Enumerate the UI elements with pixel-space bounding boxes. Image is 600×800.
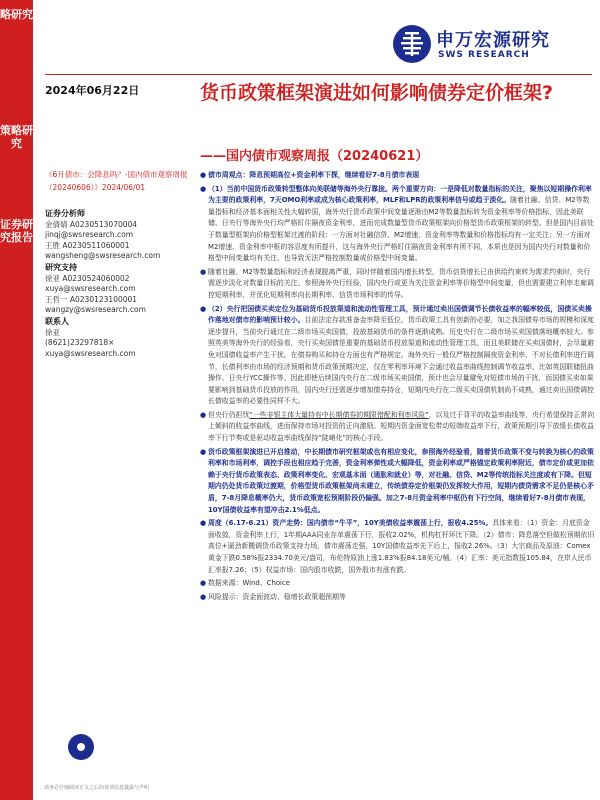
data-source-text: 数据来源：Wind、Choice [208, 579, 290, 588]
assistants-heading: 研究支持 [45, 262, 77, 272]
bullet-icon: ● [200, 267, 207, 276]
bullet-icon: ● [200, 592, 207, 601]
assistant-line: 王哲一 A0230123100001 [45, 294, 138, 304]
report-body [200, 170, 595, 605]
bullet-icon: ● [200, 410, 207, 419]
assistant-line: 徐亚 A0230524060002 [45, 273, 130, 283]
paragraph-3-bold: （2）央行把国债买卖定位为基础货币投放渠道和流动性管理工具，预计通过卖出国债调节长债收益率的幅率较低，国债买卖操作落地对债市的影响预计较小。 [208, 304, 592, 325]
paragraph-3-text: 目前法定存款准备金率降至低位，货币政策工具有创新的必要，加之我国债券市场的规模和深度逐步提升，当前央行通过在二级市场买卖国债，投放基础货币的条件逐渐成熟。历史央行在二级市场买卖国债落地概率较大。参照英美等海外央行的经验看，央行买卖国债是重要的基础货币投放渠道和流动性管理工具，而且美联储在买卖国债时，会尽量避免对国债收益率产生干扰，在债券购买和持仓方面也有严格规定。海外央行一般仅严格控制隔夜资金利率，不对长债利率进行调节，长债利率由市场的经济预期和货币政策预期决定，仅在零利率环境下会通过收益率曲线控制调节收益率，比如英国联储扭曲操作、日央行YCC操作等。因此即使后续国内央行在二级市场买卖国债，预计也会尽量避免对短债市场的干扰，而国债买卖如果要影响到基础货币投放的作用，国内央行还需逐步增加债券持仓，短期内央行在二级买卖国债机制尚不成熟，通过卖出国债调控长债收益率的必要性同样不大。 [208, 316, 594, 406]
analysts-heading: 证券分析师 [45, 209, 85, 218]
analyst-email[interactable]: wangsheng@swsresearch.com [45, 251, 161, 261]
contact-name: 徐亚 [45, 327, 60, 337]
lead-text: 债市周观点：降息预期高位+资金利率下探，继续看好7-8月债市表现 [208, 171, 420, 179]
contact-heading: 联系人 [45, 316, 69, 326]
paragraph-4-post: ，以及过于背平的收益率曲线等，央行希望保持正常向上倾斜的收益率曲线，进而保持市场对投资的正向激励。短期内资金面宽松带动短端收益率下行，政策预期引导下放缓长债收益率下行节奏或是驱动收益率曲线保持“陡峭化”的核心手段。 [208, 410, 595, 443]
paragraph-4-pre: 但央行仍担忧 [208, 410, 250, 419]
bullet-icon: ● [200, 184, 207, 193]
header-divider [45, 74, 592, 75]
side-band-strategy-label: 策略研究 [0, 124, 33, 150]
report-title: 货币政策框架演进如何影响债券定价框架? [200, 82, 554, 104]
contact-email[interactable]: xuya@swsresearch.com [45, 348, 136, 358]
analyst-line: 金倩婧 A0230513070004 [45, 219, 138, 229]
report-subtitle: ——国内债市观察周报（20240621） [200, 149, 429, 164]
assistant-email[interactable]: xuya@swsresearch.com [45, 284, 136, 294]
side-band [0, 0, 33, 800]
paragraph-3 [200, 304, 595, 408]
bullet-icon: ● [200, 447, 207, 456]
risk-note-text: 风险提示：资金面波动、稳增长政策超预期等 [208, 592, 346, 601]
bullet-icon: ● [200, 304, 207, 313]
bullet-icon: ● [200, 171, 207, 179]
paragraph-5-bold: 货币政策框架演进已开启推动，中长期债市研究框架或也有相应变化，参照海外经验看，随着货币政策不变与转换为核心的政策利率和市场利率，调控手段也相应趋于完善，资金利率弹性或大幅降低，资金利率或严格锚定政策利率附近，债市定价或更加依赖于央行货币政策表态、政策利率变化、宏观基本面（通胀和就业）等，对社融、信贷、M2等传统指标关注度或有下降。但短期内仍处货币政策过渡期，价格型货币政策框架尚未建立，传统债券定价框架仍发挥较大作用，短期内债贷需求不足仍是核心矛盾，7-8月降息概率仍大，货币政策宽松预期阶段仍偏强。加之7-8月资金利率中枢仍有下行空间，继续看好7-8月债市表现，10Y国债收益率有望冲击2.1%低点。 [208, 447, 594, 514]
logo-text-cn: 申万宏源研究 [436, 30, 550, 51]
paragraph-4-quote: “一些非银主体大量持有中长期债券的期限错配和利率风险” [249, 410, 429, 419]
paragraph-1-text: 随着社融、信贷、M2等数量指标和经济基本面相关性大幅转弱，海外央行货币政策中间变量逐渐由M2等数量指标转为资金利率等价格指标，因此美联储、日央行等海外央行均严格盯住隔夜资金利率，进而完成数量型货币政策框架向价格型货币政策框架的转型。但是国内目前处于数量型框架向价格型框架过渡的阶段：一方面对社融信贷、M2增速、资金利率等数量和价格指标均有一定关注；另一方面对M2增速、资金利率中枢的容忍度有所提升，这与海外央行严格盯住隔夜资金利率有所不同，本质也是因为国内央行对数量和价格型中间变量均有关注，也导致无法严格控制数量或价格型中间变量。 [208, 196, 594, 263]
data-source [200, 578, 595, 590]
side-band-report-label: 证券研究报告 [0, 218, 33, 244]
bullet-icon: ● [200, 519, 207, 528]
paragraph-6-bold: 周度（6.17-6.21）资产走势：国内债市“牛平”，10Y美债收益率震荡上行，报收4.25%。 [208, 519, 493, 528]
paragraph-2-text: 随着社融、M2等数量指标和经济表现脱离严重，同时伴随着国内增长转型，货币信贷增长已由供给约束转为需求约束时，央行需逐步淡化对数量目标的关注。参照海外央行经验，国内央行或更为关注资金利率等价格型中间变量，但也需要建立利率走廊调控短期利率，并优化短期利率向长期利率、信贷市场利率的传导。 [208, 267, 594, 299]
sws-logo [392, 22, 592, 70]
report-date: 2024年06月22日 [45, 84, 140, 97]
author-info [45, 208, 195, 359]
related-report-link[interactable]: 《6月债市：会降息吗？-国内债市观察周报（20240606）》2024/06/01 [45, 170, 188, 192]
side-band-top-label: 略研究 [0, 8, 33, 21]
sws-round-badge-icon [68, 734, 94, 760]
paragraph-5 [200, 447, 595, 517]
paragraph-6 [200, 518, 595, 576]
paragraph-6-text: 具体来看：（1）资金：月底资金面收敛，资金利率上行，1年期AAA同业存单震荡下行，报收2.02%，机构杠杆环比下降。（2）债市：降息落空但做松预期依旧高位+逼劲新搬调货币政策支持力场，债市震荡走强，10Y国债收益率先下后上，报收2.26%。（3）大宗商品及原油：Comex黄金下跌0.58%报2334.70美元/盎司，布伦特原油上涨1.83%报84.18美元/桶。（4）汇率：美元指数报105.84，在岸人民币汇率报7.26；（5）权益市场：国内股市收跌，国外股市有涨有跌。 [208, 519, 595, 574]
paragraph-4 [200, 410, 595, 445]
analyst-email[interactable]: jinqj@swsresearch.com [45, 230, 134, 240]
bullet-icon: ● [200, 579, 207, 588]
paragraph-1-bold: （1）当前中国货币政策转型整体向美联储等海外央行靠拢。两个重要方向：一是降低对数量指标的关注，聚焦以短期操作利率为主要的政策利率，7天OMO利率或成为核心政策利率，MLF和LPR的政策利率信号或趋于淡化。 [208, 184, 592, 205]
paragraph-1 [200, 184, 595, 265]
footer-disclaimer: 请务必仔细阅读正文之后的各项信息披露与声明 [44, 785, 150, 791]
assistant-email[interactable]: wangzy@swsresearch.com [45, 305, 146, 315]
risk-note [200, 592, 595, 604]
sws-logo-icon [392, 24, 432, 64]
contact-phone: (8621)23297818× [45, 338, 115, 348]
paragraph-2 [200, 267, 595, 302]
analyst-line: 王胜 A0230511060001 [45, 240, 130, 250]
logo-text-en: SWS RESEARCH [438, 50, 530, 60]
lead-paragraph [200, 170, 595, 182]
